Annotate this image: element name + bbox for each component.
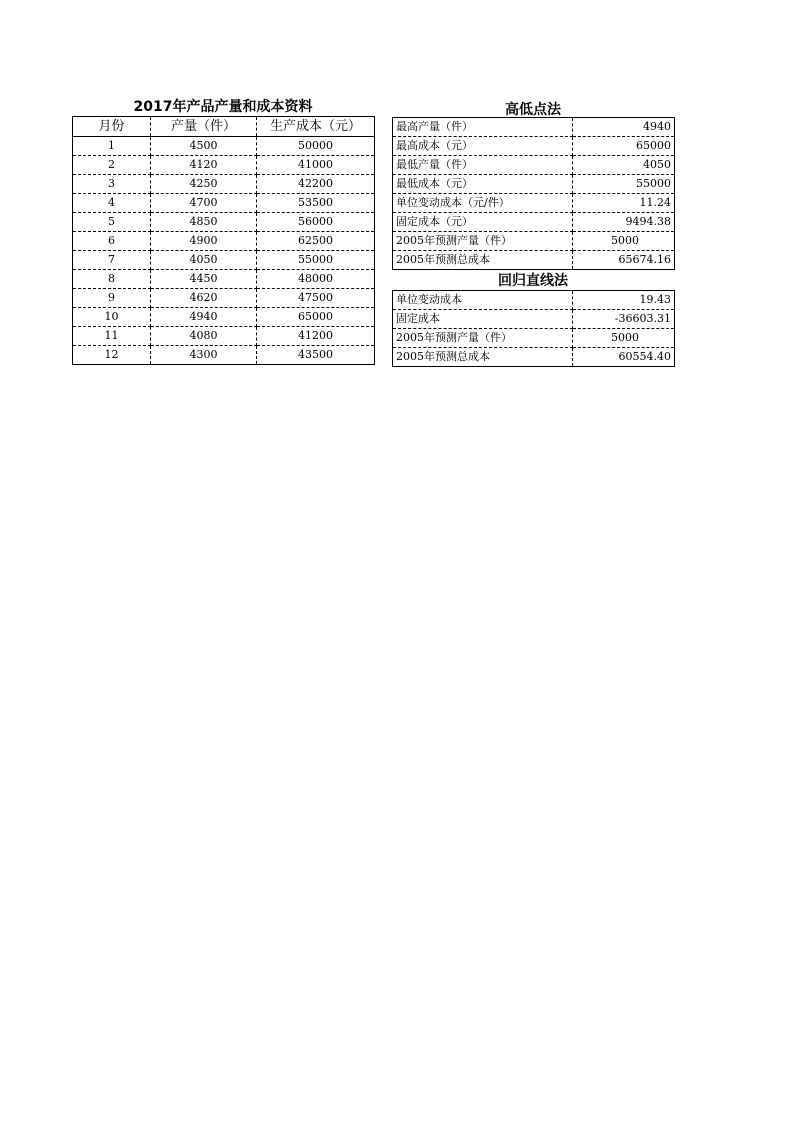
- label-cell[interactable]: 固定成本: [393, 310, 573, 329]
- cost-cell[interactable]: 62500: [257, 232, 375, 251]
- value-cell[interactable]: -36603.31: [573, 310, 675, 329]
- table-row: [393, 194, 675, 213]
- value-cell[interactable]: 55000: [573, 175, 675, 194]
- month-cell[interactable]: 7: [73, 251, 151, 270]
- month-cell[interactable]: 5: [73, 213, 151, 232]
- cost-cell[interactable]: 53500: [257, 194, 375, 213]
- table-row: [393, 291, 675, 310]
- output-cell[interactable]: 4300: [151, 346, 257, 365]
- cost-cell[interactable]: 56000: [257, 213, 375, 232]
- output-cell[interactable]: 4850: [151, 213, 257, 232]
- cost-cell[interactable]: 55000: [257, 251, 375, 270]
- table-row: [393, 213, 675, 232]
- output-cell[interactable]: 4450: [151, 270, 257, 289]
- cost-cell[interactable]: 48000: [257, 270, 375, 289]
- label-cell[interactable]: 2005年预测产量（件）: [393, 329, 573, 348]
- output-cell[interactable]: 4500: [151, 137, 257, 156]
- high-low-method-title: 高低点法: [505, 102, 561, 118]
- production-table-title: 2017年产品产量和成本资料: [133, 99, 313, 115]
- cost-column-header[interactable]: 生产成本（元）: [257, 117, 375, 137]
- table-row: [393, 137, 675, 156]
- value-cell[interactable]: 65674.16: [618, 253, 671, 266]
- table-row: [73, 346, 375, 365]
- month-cell[interactable]: 11: [73, 327, 151, 346]
- month-cell[interactable]: 6: [73, 232, 151, 251]
- cost-cell[interactable]: 41000: [257, 156, 375, 175]
- cost-cell[interactable]: 50000: [257, 137, 375, 156]
- label-cell[interactable]: 固定成本（元）: [393, 213, 573, 232]
- cost-cell[interactable]: 43500: [298, 348, 333, 361]
- value-cell[interactable]: 11.24: [573, 194, 675, 213]
- value-cell[interactable]: 65000: [573, 137, 675, 156]
- value-cell[interactable]: 4940: [573, 118, 675, 137]
- table-row: [73, 232, 375, 251]
- regression-method-title: 回归直线法: [498, 273, 568, 289]
- label-cell[interactable]: 2005年预测总成本: [393, 251, 573, 270]
- cost-cell[interactable]: 41200: [257, 327, 375, 346]
- month-cell[interactable]: 1: [73, 137, 151, 156]
- table-row: [73, 156, 375, 175]
- month-cell[interactable]: 9: [73, 289, 151, 308]
- table-row: [73, 175, 375, 194]
- label-cell[interactable]: 2005年预测产量（件）: [393, 232, 573, 251]
- cost-cell[interactable]: 42200: [257, 175, 375, 194]
- table-row: [73, 327, 375, 346]
- value-cell[interactable]: 5000: [573, 329, 675, 348]
- production-cost-table: [72, 116, 375, 365]
- month-cell[interactable]: 2: [73, 156, 151, 175]
- regression-method-table: [392, 290, 675, 367]
- output-cell[interactable]: 4250: [151, 175, 257, 194]
- table-header-row: [73, 117, 375, 137]
- month-cell[interactable]: 3: [73, 175, 151, 194]
- output-cell[interactable]: 4050: [151, 251, 257, 270]
- month-cell[interactable]: 10: [73, 308, 151, 327]
- table-row: [73, 251, 375, 270]
- value-cell[interactable]: 5000: [573, 232, 675, 251]
- label-cell[interactable]: 2005年预测总成本: [393, 348, 573, 367]
- label-cell[interactable]: 单位变动成本（元/件）: [393, 194, 573, 213]
- table-row: [73, 308, 375, 327]
- label-cell[interactable]: 最低产量（件）: [393, 156, 573, 175]
- output-cell[interactable]: 4900: [151, 232, 257, 251]
- value-cell[interactable]: 9494.38: [573, 213, 675, 232]
- value-cell[interactable]: 4050: [573, 156, 675, 175]
- cost-cell[interactable]: 47500: [257, 289, 375, 308]
- table-row: [393, 348, 675, 367]
- label-cell[interactable]: 最高产量（件）: [393, 118, 573, 137]
- table-row: [73, 213, 375, 232]
- month-cell[interactable]: 12: [73, 346, 151, 365]
- table-row: [73, 194, 375, 213]
- table-row: [393, 232, 675, 251]
- label-cell[interactable]: 最高成本（元）: [393, 137, 573, 156]
- table-row: [393, 251, 675, 270]
- table-row: [73, 137, 375, 156]
- output-cell[interactable]: 4120: [151, 156, 257, 175]
- table-row: [393, 118, 675, 137]
- value-cell[interactable]: 60554.40: [618, 350, 671, 363]
- output-column-header[interactable]: 产量（件）: [151, 117, 257, 137]
- output-cell[interactable]: 4940: [151, 308, 257, 327]
- table-row: [393, 310, 675, 329]
- label-cell[interactable]: 最低成本（元）: [393, 175, 573, 194]
- month-cell[interactable]: 8: [73, 270, 151, 289]
- table-row: [73, 289, 375, 308]
- cost-cell[interactable]: 65000: [257, 308, 375, 327]
- table-row: [393, 156, 675, 175]
- month-cell[interactable]: 4: [73, 194, 151, 213]
- output-cell[interactable]: 4620: [151, 289, 257, 308]
- month-column-header[interactable]: 月份: [73, 117, 151, 137]
- value-cell[interactable]: 19.43: [573, 291, 675, 310]
- table-row: [393, 175, 675, 194]
- table-row: [73, 270, 375, 289]
- output-cell[interactable]: 4700: [151, 194, 257, 213]
- label-cell[interactable]: 单位变动成本: [393, 291, 573, 310]
- high-low-method-table: [392, 117, 675, 270]
- table-row: [393, 329, 675, 348]
- output-cell[interactable]: 4080: [151, 327, 257, 346]
